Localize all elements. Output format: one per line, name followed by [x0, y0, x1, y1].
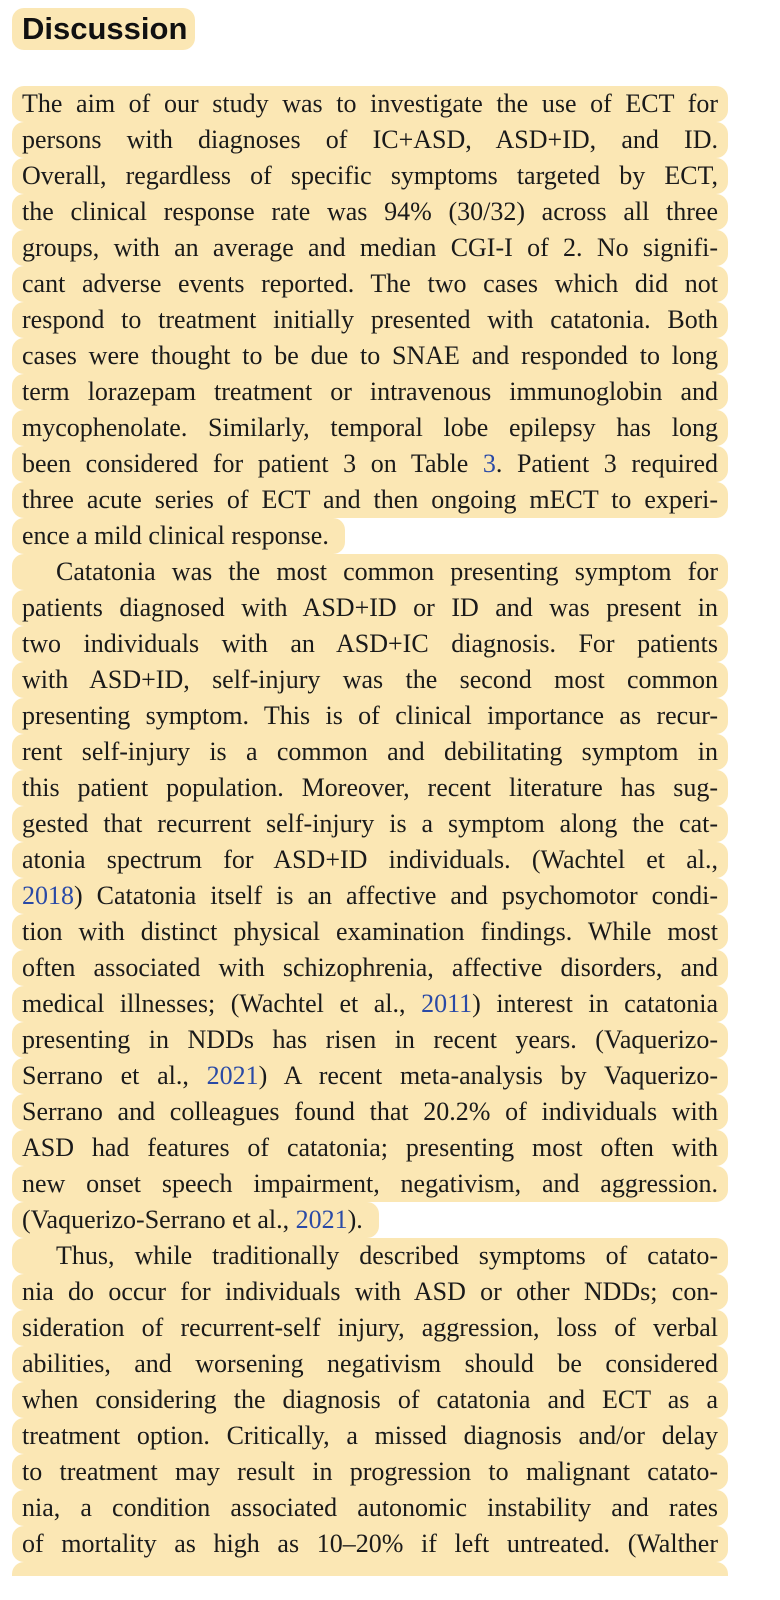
text-line: with ASD+ID, self-injury was the second most common	[12, 662, 728, 698]
text-line: term lorazepam treatment or intravenous immunoglobin and	[12, 374, 728, 410]
text-line: patients diagnosed with ASD+ID or ID and was present in	[12, 590, 728, 626]
text-line: mycophenolate. Similarly, temporal lobe epilepsy has long	[12, 410, 728, 446]
citation-link[interactable]: 2021	[206, 1061, 259, 1090]
text-line: the clinical response rate was 94% (30/32) across all three	[12, 194, 728, 230]
text-line: cant adverse events reported. The two cases which did not	[12, 266, 728, 302]
text-line: abilities, and worsening negativism should be considered	[12, 1346, 728, 1382]
text-line: atonia spectrum for ASD+ID individuals. (Wachtel et al.,	[12, 842, 728, 878]
text-line: groups, with an average and median CGI-I of 2. No signifi-	[12, 230, 728, 266]
citation-link[interactable]: 2021	[295, 1205, 348, 1234]
text-line	[12, 1202, 379, 1238]
text-line: tion with distinct physical examination findings. While most	[12, 914, 728, 950]
text-line: presenting symptom. This is of clinical importance as recur-	[12, 698, 728, 734]
text-fragment: medical illnesses; (Wachtel et al.,	[22, 989, 422, 1018]
paragraph-3	[12, 1238, 728, 1576]
text-line: ence a mild clinical response.	[12, 518, 345, 554]
paragraph-2	[12, 554, 728, 1238]
text-line: two individuals with an ASD+IC diagnosis. For patients	[12, 626, 728, 662]
text-fragment: ) A recent meta-analysis by Vaquerizo-	[258, 1061, 718, 1090]
text-line: sideration of recurrent-self injury, aggression, loss of verbal	[12, 1310, 728, 1346]
text-line: treatment option. Critically, a missed diagnosis and/or delay	[12, 1418, 728, 1454]
text-line: to treatment may result in progression to malignant catato-	[12, 1454, 728, 1490]
text-line: this patient population. Moreover, recent literature has sug-	[12, 770, 728, 806]
text-fragment: ).	[347, 1205, 363, 1234]
paragraph-1	[12, 86, 728, 554]
text-line: nia, a condition associated autonomic instability and rates	[12, 1490, 728, 1526]
text-fragment: ) Catatonia itself is an affective and psychomotor condi-	[74, 881, 718, 910]
text-line: Overall, regardless of specific symptoms targeted by ECT,	[12, 158, 728, 194]
text-line: Catatonia was the most common presenting symptom for	[12, 554, 728, 590]
text-fragment: . Patient 3 required	[495, 449, 718, 478]
text-fragment: (Vaquerizo-Serrano et al.,	[22, 1205, 296, 1234]
text-line: nia do occur for individuals with ASD or other NDDs; con-	[12, 1274, 728, 1310]
text-line: Thus, while traditionally described symptoms of catato-	[12, 1238, 728, 1274]
text-line: presenting in NDDs has risen in recent years. (Vaquerizo-	[12, 1022, 728, 1058]
text-line	[12, 986, 728, 1022]
text-line	[12, 1058, 728, 1094]
text-fragment: Serrano et al.,	[22, 1061, 207, 1090]
text-fragment: been considered for patient 3 on Table	[22, 449, 483, 478]
text-line: Serrano and colleagues found that 20.2% of individuals with	[12, 1094, 728, 1130]
text-line: rent self-injury is a common and debilitating symptom in	[12, 734, 728, 770]
discussion-body	[12, 86, 728, 1576]
citation-link[interactable]: 2011	[421, 989, 473, 1018]
text-line: of mortality as high as 10–20% if left untreated. (Walther	[12, 1526, 728, 1562]
text-line: cases were thought to be due to SNAE and responded to long	[12, 338, 728, 374]
text-line: The aim of our study was to investigate the use of ECT for	[12, 86, 728, 122]
table-reference-link[interactable]: 3	[482, 449, 496, 478]
section-heading: Discussion	[12, 8, 195, 50]
text-line: respond to treatment initially presented with catatonia. Both	[12, 302, 728, 338]
text-line	[12, 878, 728, 914]
text-line: gested that recurrent self-injury is a symptom along the cat-	[12, 806, 728, 842]
text-line	[12, 446, 728, 482]
text-line: ASD had features of catatonia; presenting most often with	[12, 1130, 728, 1166]
text-line: new onset speech impairment, negativism, and aggression.	[12, 1166, 728, 1202]
text-line: persons with diagnoses of IC+ASD, ASD+ID, and ID.	[12, 122, 728, 158]
text-line: often associated with schizophrenia, affective disorders, and	[12, 950, 728, 986]
text-fragment: ) interest in catatonia	[472, 989, 718, 1018]
partial-text-line	[12, 1562, 728, 1576]
citation-link[interactable]: 2018	[22, 881, 74, 910]
text-line: three acute series of ECT and then ongoing mECT to experi-	[12, 482, 728, 518]
text-line: when considering the diagnosis of catatonia and ECT as a	[12, 1382, 728, 1418]
